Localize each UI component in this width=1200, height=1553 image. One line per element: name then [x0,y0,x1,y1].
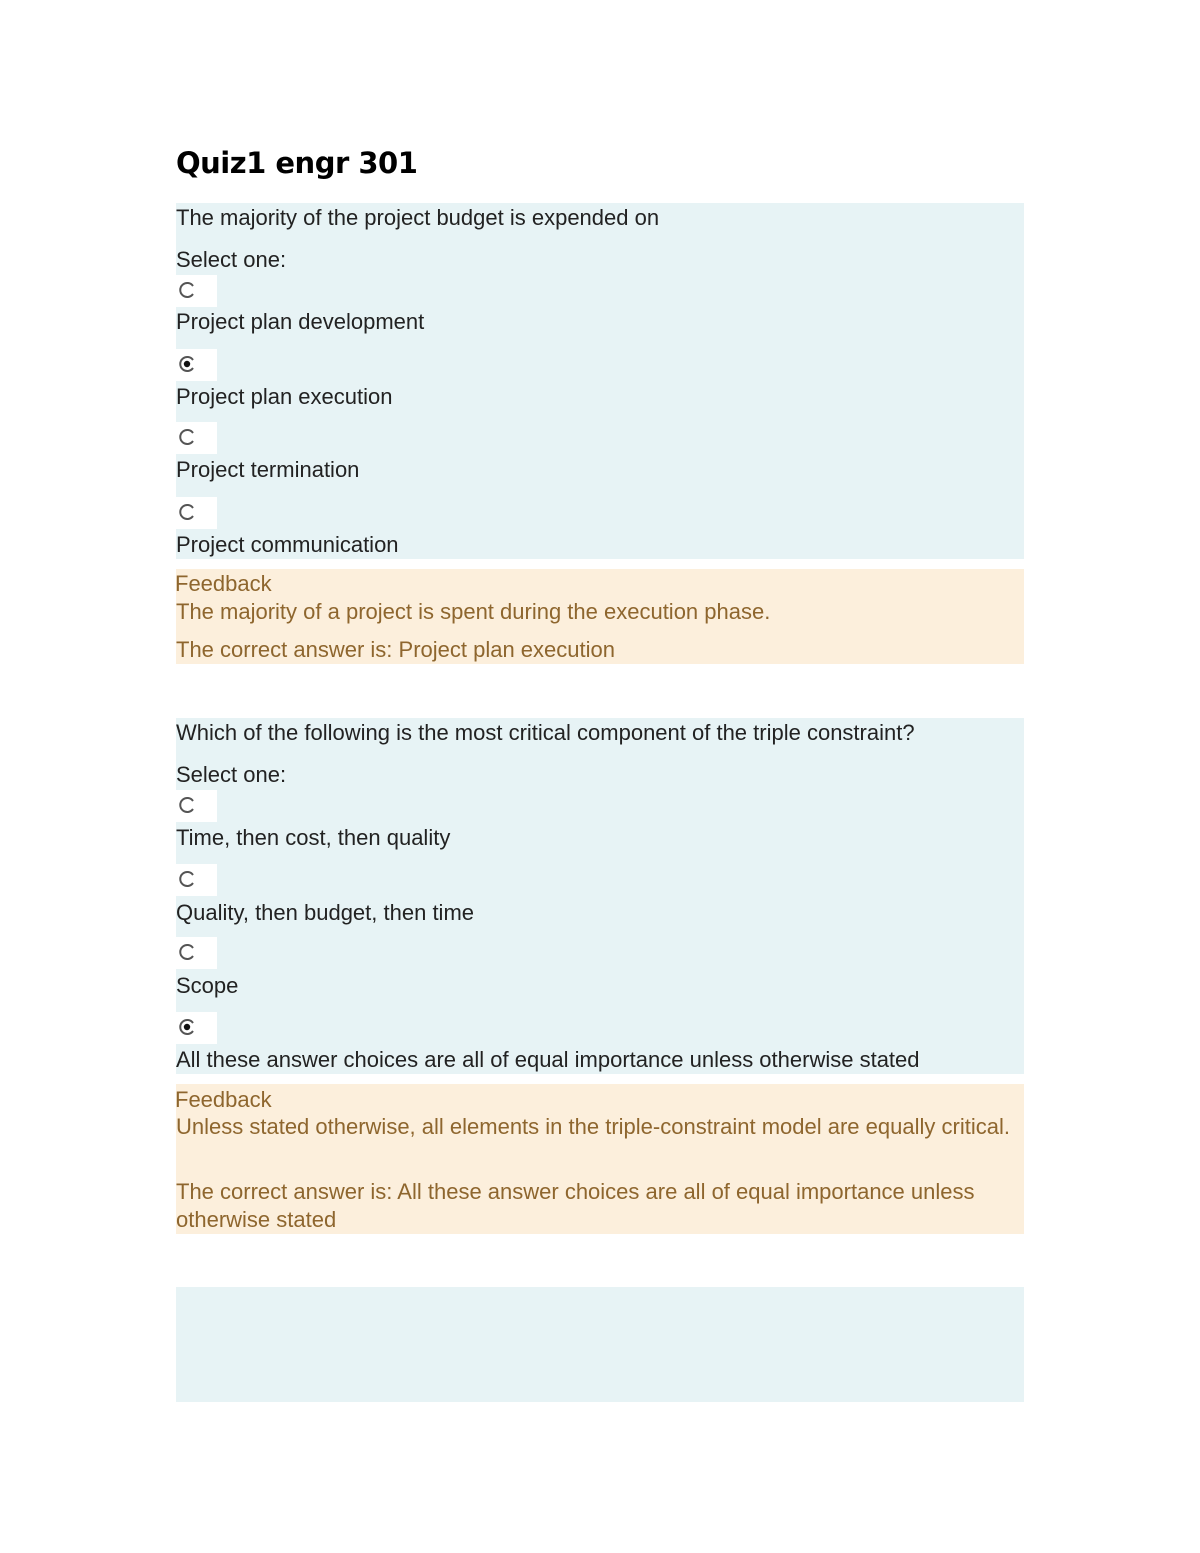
radio-option-4[interactable] [176,497,217,529]
select-one-label: Select one: [176,247,287,272]
radio-option-3[interactable] [176,422,217,454]
radio-unchecked-icon [178,503,196,521]
correct-answer-text: The correct answer is: Project plan execution [176,637,615,662]
radio-unchecked-icon [178,281,196,299]
radio-unchecked-icon [178,943,196,961]
radio-option-2[interactable] [176,349,217,381]
question-panel-2 [176,718,1024,1074]
radio-option-3[interactable] [176,937,217,969]
radio-checked-icon [178,1018,196,1036]
radio-option-1[interactable] [176,790,217,822]
question-panel-1 [176,203,1024,559]
next-question-panel [176,1287,1024,1402]
feedback-panel-2 [176,1084,1024,1234]
feedback-text: Unless stated otherwise, all elements in the triple-constraint model are equally critical. [176,1114,1010,1139]
option-label[interactable]: Project communication [176,532,399,557]
page-title: Quiz1 engr 301 [176,146,418,180]
radio-option-4[interactable] [176,1012,217,1044]
question-text: Which of the following is the most critical component of the triple constraint? [176,720,915,745]
radio-unchecked-icon [178,796,196,814]
radio-option-1[interactable] [176,275,217,307]
option-label[interactable]: Project plan execution [176,384,393,409]
option-label[interactable]: Time, then cost, then quality [176,825,451,850]
correct-answer-text: The correct answer is: All these answer choices are all of equal importance unless otherwise stated [176,1179,975,1232]
radio-unchecked-icon [178,870,196,888]
option-label[interactable]: Project plan development [176,309,425,334]
feedback-text: The majority of a project is spent during the execution phase. [176,599,771,624]
radio-option-2[interactable] [176,864,217,896]
option-label[interactable]: Project termination [176,457,360,482]
option-label[interactable]: Scope [176,973,239,998]
feedback-title: Feedback [175,1087,272,1112]
radio-unchecked-icon [178,428,196,446]
option-label[interactable]: Quality, then budget, then time [176,900,474,925]
feedback-title: Feedback [175,571,272,596]
question-text: The majority of the project budget is expended on [176,205,660,230]
feedback-panel-1 [176,569,1024,664]
select-one-label: Select one: [176,762,287,787]
radio-checked-icon [178,355,196,373]
option-label[interactable]: All these answer choices are all of equal importance unless otherwise stated [176,1047,920,1072]
